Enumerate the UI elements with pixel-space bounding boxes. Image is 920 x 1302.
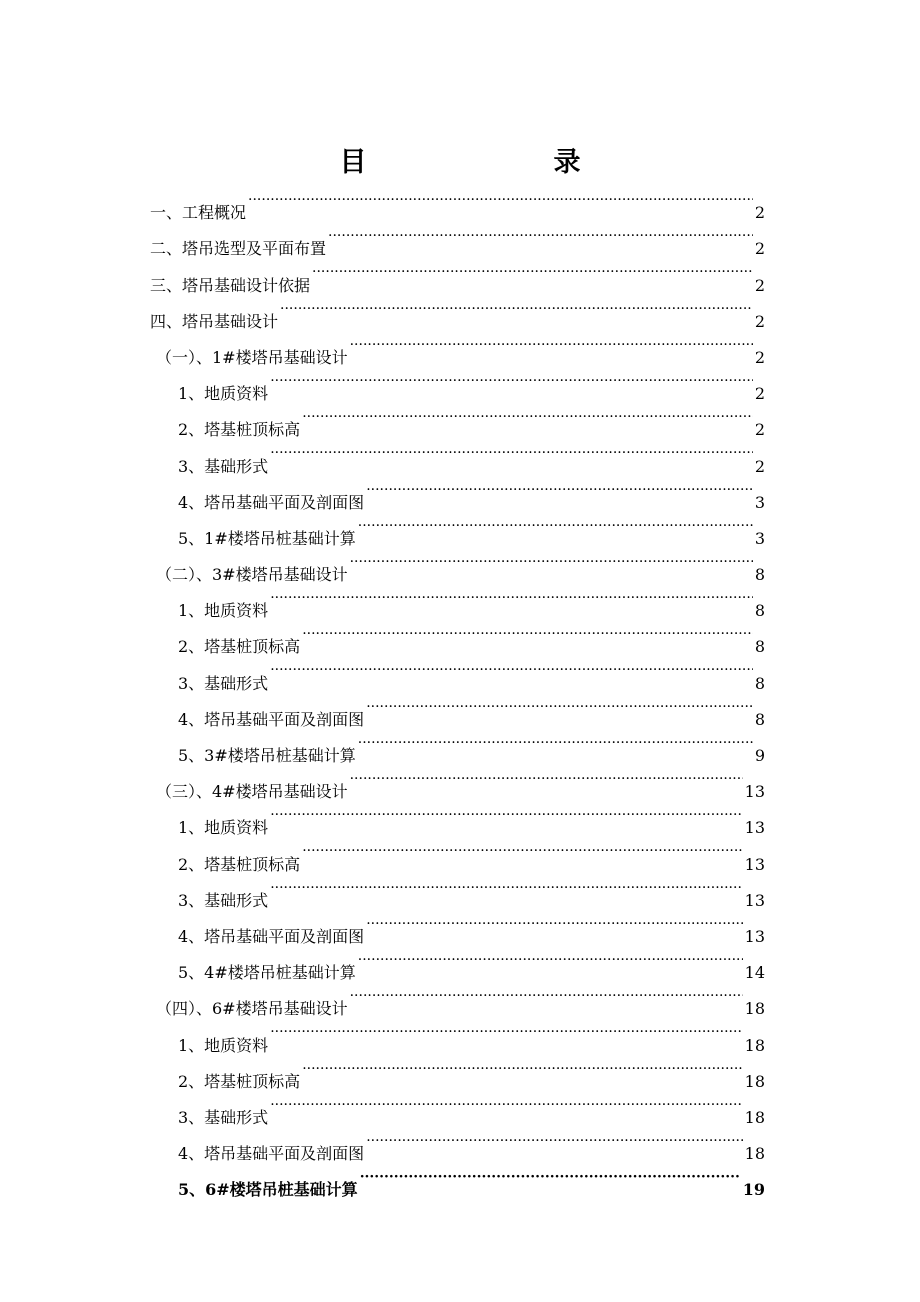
toc-entry-label: 1、地质资料	[178, 601, 269, 621]
toc-entry-label: （一）、1#楼塔吊基础设计	[156, 347, 348, 367]
dot-leader	[350, 761, 743, 797]
dot-leader	[270, 580, 753, 616]
toc-entry-label: （二）、3#楼塔吊基础设计	[156, 565, 348, 585]
dot-leader	[358, 725, 753, 761]
dot-leader	[366, 1123, 742, 1159]
toc-entry-page-number: 13	[744, 926, 765, 946]
dot-leader	[270, 797, 742, 833]
toc-entry-page-number: 8	[754, 637, 765, 657]
dot-leader	[270, 435, 753, 471]
toc-entry-page-number: 3	[754, 492, 765, 512]
toc-entry-page-number: 2	[754, 456, 765, 476]
toc-entry-label: 3、基础形式	[178, 890, 269, 910]
dot-leader	[358, 942, 743, 978]
dot-leader	[366, 472, 753, 508]
toc-entry-page-number: 18	[744, 1144, 765, 1164]
toc-entry-label: 1、地质资料	[178, 1035, 269, 1055]
toc-entry-page-number: 13	[744, 890, 765, 910]
toc-entry-page-number: 18	[744, 1107, 765, 1127]
toc-entry-label: 4、塔吊基础平面及剖面图	[178, 926, 365, 946]
dot-leader	[366, 689, 753, 725]
toc-entry-page-number: 2	[754, 420, 765, 440]
dot-leader	[350, 978, 743, 1014]
toc-entry-page-number: 13	[744, 782, 765, 802]
dot-leader	[350, 327, 753, 363]
toc-entry-label: 3、基础形式	[178, 456, 269, 476]
dot-leader	[270, 652, 753, 688]
toc-entry-page-number: 8	[754, 601, 765, 621]
toc-entry-label: 2、塔基桩顶标高	[178, 854, 301, 874]
toc-entry-page-number: 8	[754, 709, 765, 729]
toc-entry-label: 3、基础形式	[178, 1107, 269, 1127]
dot-leader	[358, 508, 753, 544]
toc-entry-label: （三）、4#楼塔吊基础设计	[156, 782, 348, 802]
toc-entry-page-number: 3	[754, 528, 765, 548]
dot-leader	[270, 363, 753, 399]
toc-entry-page-number: 2	[754, 239, 765, 259]
toc-entry-label: 二、塔吊选型及平面布置	[150, 239, 327, 259]
toc-title: 目 录	[339, 147, 661, 178]
toc-entry-page-number: 2	[754, 384, 765, 404]
toc-entry-label: 5、4#楼塔吊桩基础计算	[178, 963, 356, 983]
toc-entry-label: 3、基础形式	[178, 673, 269, 693]
toc-entry-page-number: 2	[754, 347, 765, 367]
toc-entry-page-number: 18	[744, 1071, 765, 1091]
toc-entry-label: 1、地质资料	[178, 818, 269, 838]
toc-entry-page-number: 18	[744, 999, 765, 1019]
dot-leader	[360, 1159, 741, 1195]
toc-entry-label: 2、塔基桩顶标高	[178, 1071, 301, 1091]
toc-entry-page-number: 8	[754, 673, 765, 693]
toc-entry-page-number: 8	[754, 565, 765, 585]
toc-entry-page-number: 19	[742, 1180, 765, 1200]
dot-leader	[302, 399, 753, 435]
toc-entry-page-number: 13	[744, 854, 765, 874]
toc-entry-page-number: 2	[754, 275, 765, 295]
toc-entry-label: 5、6#楼塔吊桩基础计算	[178, 1180, 358, 1200]
dot-leader	[328, 218, 753, 254]
toc-entry-label: 2、塔基桩顶标高	[178, 420, 301, 440]
toc-entry-label: 4、塔吊基础平面及剖面图	[178, 1144, 365, 1164]
toc-entry-page-number: 14	[744, 963, 765, 983]
dot-leader	[270, 1014, 742, 1050]
dot-leader	[270, 1087, 742, 1123]
dot-leader	[312, 254, 753, 290]
toc-entry-label: 1、地质资料	[178, 384, 269, 404]
toc-entry-label: 5、3#楼塔吊桩基础计算	[178, 746, 356, 765]
toc-entry-page-number: 9	[754, 746, 765, 765]
toc-entry-label: 2、塔基桩顶标高	[178, 637, 301, 657]
dot-leader	[350, 544, 753, 580]
toc-entry-page-number: 18	[744, 1035, 765, 1055]
dot-leader	[270, 870, 742, 906]
toc-entry-label: 4、塔吊基础平面及剖面图	[178, 709, 365, 729]
toc-entry-label: 一、工程概况	[150, 203, 247, 223]
toc-entry-label: 四、塔吊基础设计	[150, 311, 279, 331]
toc-entry-page-number: 13	[744, 818, 765, 838]
table-of-contents	[150, 182, 765, 1200]
dot-leader	[302, 1051, 742, 1087]
toc-entry[interactable]	[150, 182, 765, 223]
toc-entry-label: 5、1#楼塔吊桩基础计算	[178, 528, 356, 548]
dot-leader	[366, 906, 742, 942]
dot-leader	[248, 182, 753, 218]
toc-entry-label: （四）、6#楼塔吊基础设计	[156, 999, 348, 1019]
toc-entry-page-number: 2	[754, 203, 765, 223]
dot-leader	[280, 291, 753, 327]
toc-entry-label: 4、塔吊基础平面及剖面图	[178, 492, 365, 512]
dot-leader	[302, 833, 742, 869]
toc-entry-page-number: 2	[754, 311, 765, 331]
toc-entry-label: 三、塔吊基础设计依据	[150, 275, 311, 295]
dot-leader	[302, 616, 753, 652]
